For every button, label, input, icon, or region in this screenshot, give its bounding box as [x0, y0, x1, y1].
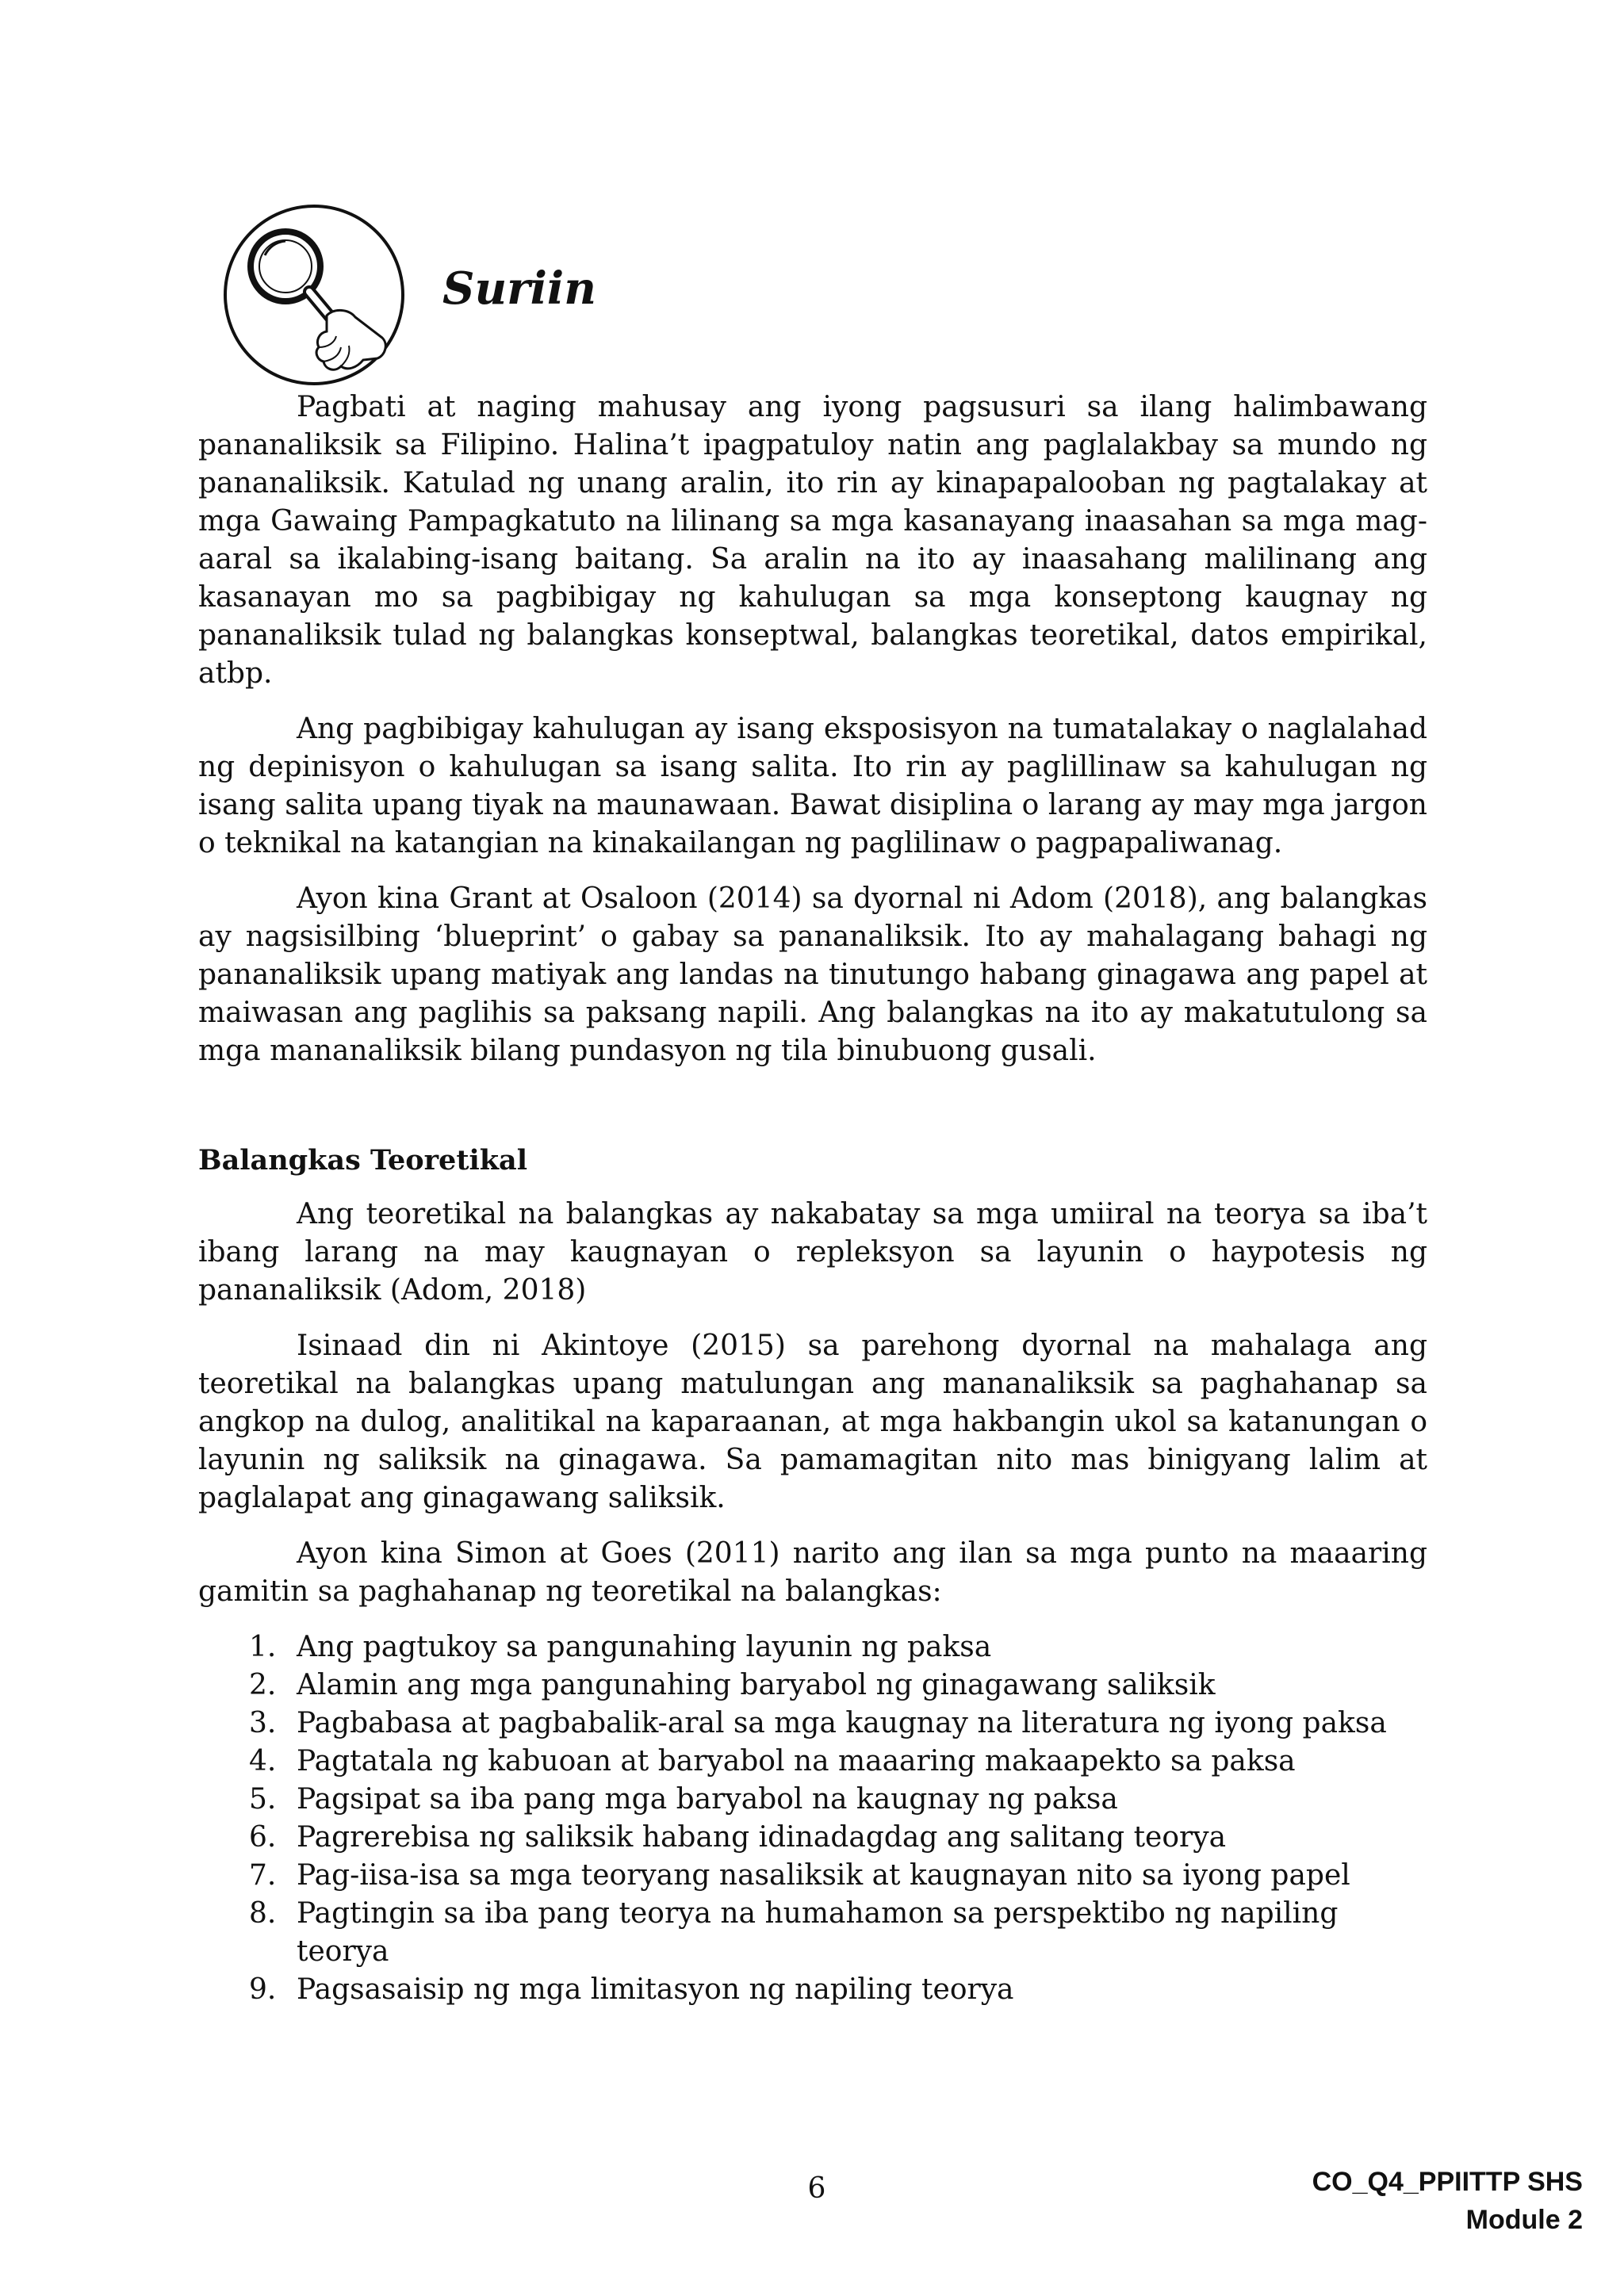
- paragraph: Pagbati at naging mahusay ang iyong pagsusuri sa ilang halimbawang pananaliksik sa Filipino. Halina’t ipagpatuloy natin ang paglalakbay sa mundo ng pananaliksik. Katulad ng unang aralin, ito rin ay kinapapalooban ng pagtalakay at mga Gawaing Pampagkatuto na lilinang sa mga kasanayang inaasahan sa mga mag-aaral sa ikalabing-isang baitang. Sa aralin na ito ay inaasahang malilinang ang kasanayan mo sa pagbibigay ng kahulugan sa mga konseptong kaugnay ng pananaliksik tulad ng balangkas konseptwal, balangkas teoretikal, datos empirikal, atbp.: [198, 391, 1427, 690]
- list-item: [198, 1705, 1427, 1743]
- list-item: [198, 1857, 1427, 1895]
- list-item-text: Pagsasaisip ng mga limitasyon ng napiling teorya: [297, 1973, 1014, 2006]
- list-number: 1.: [249, 1631, 277, 1663]
- module-code: [1312, 2163, 1583, 2239]
- module-label: Module 2: [1465, 2205, 1583, 2235]
- list-item: [198, 1628, 1427, 1667]
- list-item-text: Pagtatala ng kabuoan at baryabol na maaaring makaapekto sa paksa: [297, 1745, 1296, 1777]
- paragraph: Isinaad din ni Akintoye (2015) sa parehong dyornal na mahalaga ang teoretikal na balangkas upang matulungan ang mananaliksik sa paghahanap sa angkop na dulog, analitikal na kaparaanan, at mga hakbangin ukol sa katanungan o layunin ng saliksik na ginagawa. Sa pamamagitan nito mas binigyang lalim at paglalapat ang ginagawang saliksik.: [198, 1330, 1427, 1514]
- subheading-balangkas-teoretikal: Balangkas Teoretikal: [198, 1144, 528, 1177]
- paragraph: Ang teoretikal na balangkas ay nakabatay sa mga umiiral na teorya sa iba’t ibang larang na may kaugnayan o repleksyon sa layunin o haypotesis ng pananaliksik (Adom, 2018): [198, 1198, 1427, 1307]
- list-number: 7.: [249, 1859, 277, 1892]
- paragraph: Ayon kina Grant at Osaloon (2014) sa dyornal ni Adom (2018), ang balangkas ay nagsisilbing ‘blueprint’ o gabay sa pananaliksik. Ito ay mahalagang bahagi ng pananaliksik upang matiyak ang landas na tinutungo habang ginagawa ang papel at maiwasan ang paglihis sa paksang napili. Ang balangkas na ito ay makatutulong sa mga mananaliksik bilang pundasyon ng tila binubuong gusali.: [198, 882, 1427, 1067]
- magnifying-glass-icon: [216, 197, 412, 393]
- list-number: 6.: [249, 1821, 277, 1854]
- section-title: Suriin: [442, 262, 596, 315]
- list-item: [198, 1781, 1427, 1819]
- list-item-text: Alamin ang mga pangunahing baryabol ng ginagawang saliksik: [297, 1669, 1216, 1701]
- module-code-line: CO_Q4_PPIITTP SHS: [1312, 2167, 1583, 2197]
- list-number: 9.: [249, 1973, 277, 2006]
- page-number: 6: [807, 2172, 826, 2205]
- main-content: [198, 388, 1427, 2009]
- list-item: [198, 1971, 1427, 2009]
- list-item-text: Ang pagtukoy sa pangunahing layunin ng paksa: [297, 1631, 992, 1663]
- list-item-text: Pagbabasa at pagbabalik-aral sa mga kaugnay na literatura ng iyong paksa: [297, 1707, 1387, 1739]
- numbered-list: [198, 1628, 1427, 2009]
- paragraph: Ayon kina Simon at Goes (2011) narito ang ilan sa mga punto na maaaring gamitin sa paghahanap ng teoretikal na balangkas:: [198, 1537, 1427, 1608]
- list-item-text: Pagtingin sa iba pang teorya na humahamon sa perspektibo ng napiling teorya: [297, 1897, 1339, 1968]
- list-item: [198, 1743, 1427, 1781]
- list-number: 4.: [249, 1745, 277, 1777]
- list-number: 8.: [249, 1897, 277, 1930]
- list-item-text: Pagrerebisa ng saliksik habang idinadagdag ang salitang teorya: [297, 1821, 1227, 1854]
- list-item: [198, 1895, 1427, 1971]
- list-number: 5.: [249, 1783, 277, 1816]
- list-number: 2.: [249, 1669, 277, 1701]
- list-number: 3.: [249, 1707, 277, 1739]
- list-item-text: Pagsipat sa iba pang mga baryabol na kaugnay ng paksa: [297, 1783, 1118, 1816]
- paragraph: Ang pagbibigay kahulugan ay isang eksposisyon na tumatalakay o naglalahad ng depinisyon o kahulugan sa isang salita. Ito rin ay paglillinaw sa kahulugan ng isang salita upang tiyak na maunawaan. Bawat disiplina o larang ay may mga jargon o teknikal na katangian na kinakailangan ng paglilinaw o pagpapaliwanag.: [198, 713, 1427, 859]
- list-item: [198, 1667, 1427, 1705]
- list-item: [198, 1819, 1427, 1857]
- list-item-text: Pag-iisa-isa sa mga teoryang nasaliksik at kaugnayan nito sa iyong papel: [297, 1859, 1350, 1892]
